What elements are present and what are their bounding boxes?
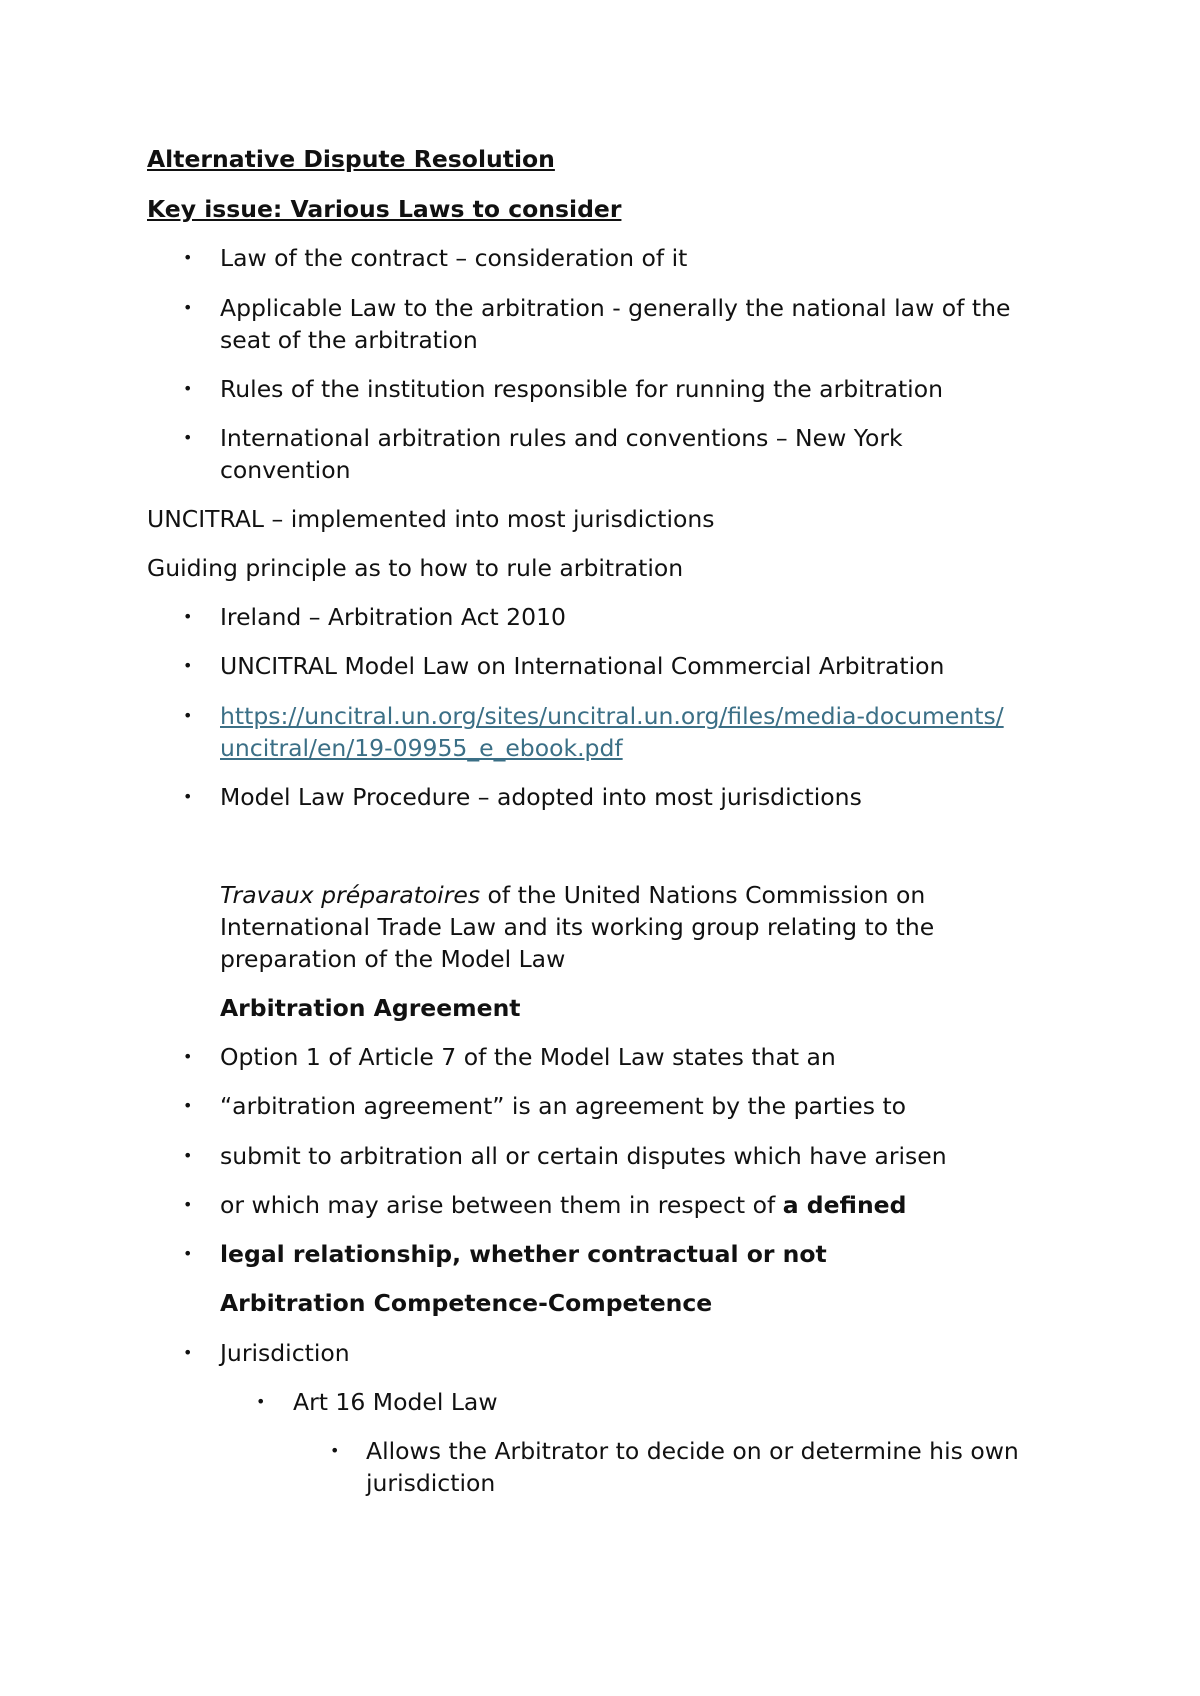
agreement-item: Option 1 of Article 7 of the Model Law states that an <box>220 1043 836 1071</box>
guiding-paragraph: Guiding principle as to how to rule arbitration <box>147 554 684 582</box>
law-item: Applicable Law to the arbitration - generally the national law of the <box>220 294 1011 322</box>
bullet-icon: • <box>183 298 193 317</box>
bullet-icon: • <box>183 1047 193 1066</box>
agreement-item: legal relationship, whether contractual or not <box>220 1240 827 1268</box>
law-item-continuation: seat of the arbitration <box>220 326 478 354</box>
bullet-icon: • <box>183 248 193 267</box>
guiding-item: UNCITRAL Model Law on International Commercial Arbitration <box>220 652 945 680</box>
bullet-icon: • <box>183 428 193 447</box>
bullet-icon: • <box>330 1441 340 1460</box>
travaux-italic: Travaux préparatoires <box>220 881 481 909</box>
bullet-icon: • <box>256 1392 266 1411</box>
guiding-item: Model Law Procedure – adopted into most jurisdictions <box>220 783 862 811</box>
uncitral-ebook-link[interactable]: https://uncitral.un.org/sites/uncitral.un.org/files/media-documents/ <box>220 702 1004 730</box>
travaux-paragraph-line <box>220 879 925 911</box>
law-item-continuation: convention <box>220 456 351 484</box>
bullet-icon: • <box>183 1146 193 1165</box>
travaux-paragraph-line: preparation of the Model Law <box>220 945 566 973</box>
law-item: Rules of the institution responsible for running the arbitration <box>220 375 943 403</box>
agreement-item-plain: or which may arise between them in respect of <box>220 1191 783 1219</box>
law-item: International arbitration rules and conventions – New York <box>220 424 903 452</box>
uncitral-paragraph: UNCITRAL – implemented into most jurisdictions <box>147 505 715 533</box>
key-issue-heading: Key issue: Various Laws to consider <box>147 195 622 223</box>
competence-heading: Arbitration Competence-Competence <box>220 1289 713 1317</box>
travaux-paragraph-line: International Trade Law and its working group relating to the <box>220 913 935 941</box>
document-title: Alternative Dispute Resolution <box>147 145 555 173</box>
agreement-item-bold: a defined <box>782 1191 907 1219</box>
law-item: Law of the contract – consideration of it <box>220 244 688 272</box>
allows-item: Allows the Arbitrator to decide on or determine his own <box>366 1437 1019 1465</box>
uncitral-ebook-link-continuation[interactable]: uncitral/en/19-09955_e_ebook.pdf <box>220 734 623 762</box>
bullet-icon: • <box>183 1195 193 1214</box>
agreement-item: submit to arbitration all or certain disputes which have arisen <box>220 1142 947 1170</box>
travaux-rest: of the United Nations Commission on <box>480 881 926 909</box>
bullet-icon: • <box>183 379 193 398</box>
agreement-item <box>220 1189 906 1221</box>
bullet-icon: • <box>183 1343 193 1362</box>
guiding-item: Ireland – Arbitration Act 2010 <box>220 603 566 631</box>
bullet-icon: • <box>183 656 193 675</box>
bullet-icon: • <box>183 706 193 725</box>
bullet-icon: • <box>183 1096 193 1115</box>
allows-item-continuation: jurisdiction <box>366 1469 496 1497</box>
bullet-icon: • <box>183 1244 193 1263</box>
agreement-item: “arbitration agreement” is an agreement by the parties to <box>220 1092 907 1120</box>
arbitration-agreement-heading: Arbitration Agreement <box>220 994 521 1022</box>
bullet-icon: • <box>183 607 193 626</box>
jurisdiction-item: Jurisdiction <box>220 1339 350 1367</box>
bullet-icon: • <box>183 787 193 806</box>
art16-item: Art 16 Model Law <box>293 1388 498 1416</box>
